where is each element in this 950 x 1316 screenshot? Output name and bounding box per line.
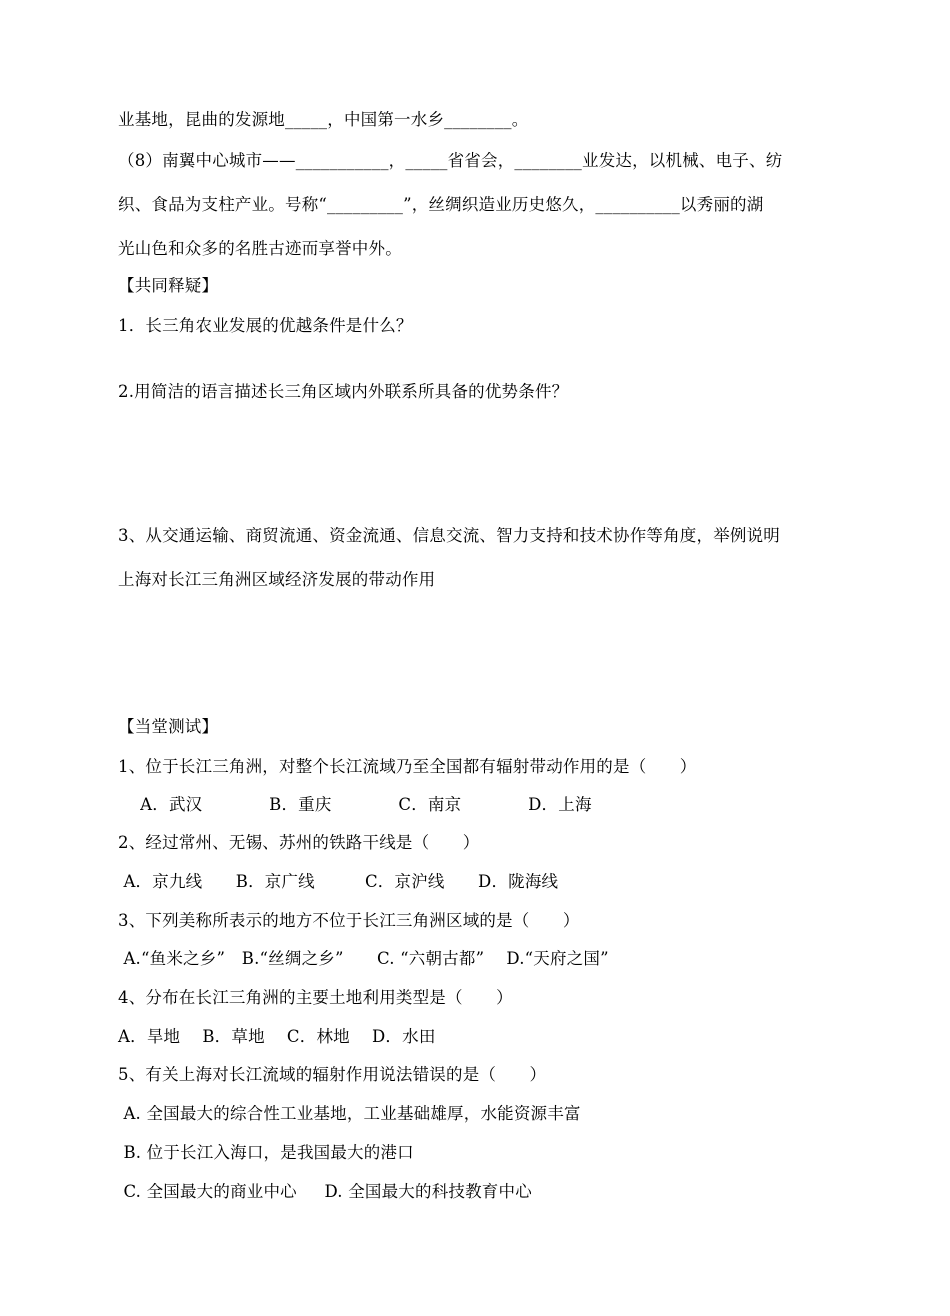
discussion-heading: 【共同释疑】 xyxy=(118,276,219,295)
test-question-4-options: A．旱地 B．草地 C．林地 D．水田 xyxy=(118,1027,436,1046)
intro-line-2: （8）南翼中心城市——___________，_____省省会，________业发达，以机械、电子、纺 xyxy=(118,151,783,170)
test-question-2-options: A．京九线 B．京广线 C．京沪线 D．陇海线 xyxy=(118,872,559,891)
test-question-2: 2、经过常州、无锡、苏州的铁路干线是（ ） xyxy=(118,833,480,852)
test-question-3: 3、下列美称所表示的地方不位于长江三角洲区域的是（ ） xyxy=(118,911,580,930)
discussion-question-1: 1．长三角农业发展的优越条件是什么？ xyxy=(118,316,413,335)
test-question-1-options: A．武汉 B．重庆 C．南京 D．上海 xyxy=(118,795,592,814)
test-question-1: 1、位于长江三角洲，对整个长江流域乃至全国都有辐射带动作用的是（ ） xyxy=(118,757,697,776)
test-question-4: 4、分布在长江三角洲的主要土地利用类型是（ ） xyxy=(118,988,513,1007)
intro-line-4: 光山色和众多的名胜古迹而享誉中外。 xyxy=(118,239,402,258)
test-question-5-options-cd: C. 全国最大的商业中心 D. 全国最大的科技教育中心 xyxy=(118,1182,532,1201)
test-heading: 【当堂测试】 xyxy=(118,717,219,736)
test-question-5-option-a: A. 全国最大的综合性工业基地，工业基础雄厚，水能资源丰富 xyxy=(118,1104,581,1123)
intro-line-1: 业基地，昆曲的发源地_____，中国第一水乡________。 xyxy=(118,110,529,129)
test-question-5: 5、有关上海对长江流域的辐射作用说法错误的是（ ） xyxy=(118,1065,547,1084)
discussion-question-3-line-2: 上海对长江三角洲区域经济发展的带动作用 xyxy=(118,570,436,589)
test-question-3-options: A.“鱼米之乡” B.“丝绸之乡” C. “六朝古都” D.“天府之国” xyxy=(118,949,609,968)
test-question-5-option-b: B. 位于长江入海口，是我国最大的港口 xyxy=(118,1143,414,1162)
discussion-question-2: 2.用简洁的语言描述长三角区域内外联系所具备的优势条件？ xyxy=(118,382,569,401)
discussion-question-3-line-1: 3、从交通运输、商贸流通、资金流通、信息交流、智力支持和技术协作等角度，举例说明 xyxy=(118,526,780,545)
intro-line-3: 织、食品为支柱产业。号称“_________”，丝绸织造业历史悠久，__________以秀丽的湖 xyxy=(118,195,764,214)
